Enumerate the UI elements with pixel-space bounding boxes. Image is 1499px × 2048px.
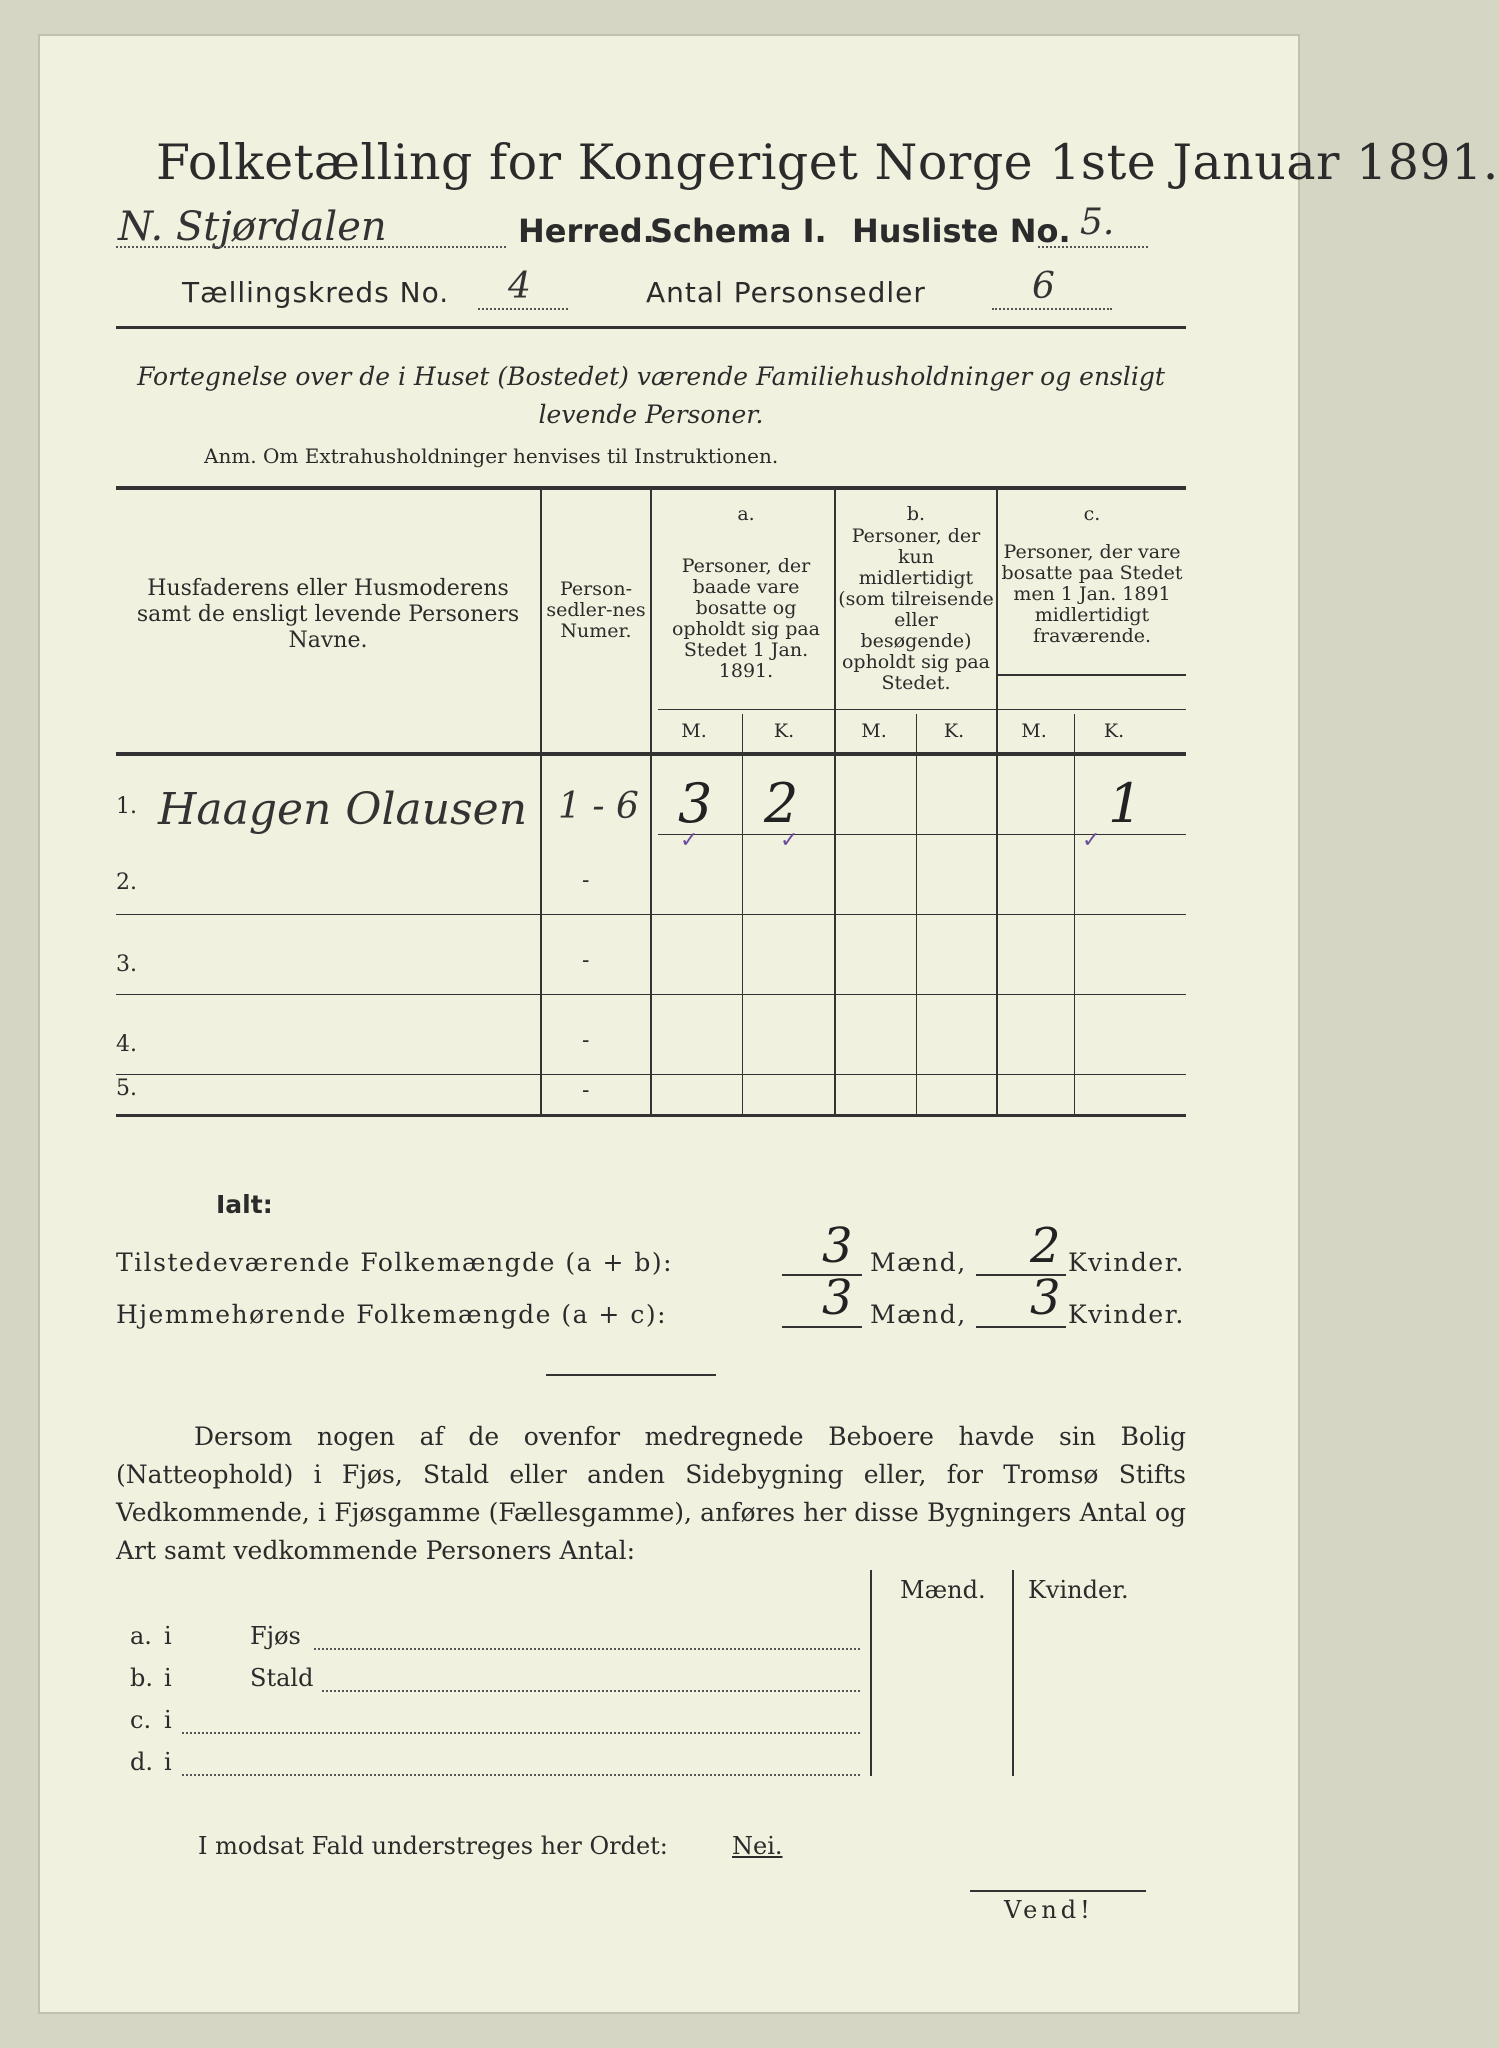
tilstede-kvinder: 2 xyxy=(1030,1218,1061,1274)
col-b-letter: b. xyxy=(906,503,926,525)
item-c-i: i xyxy=(164,1706,172,1734)
row-1-name: Haagen Olausen xyxy=(158,784,528,835)
item-d-i: i xyxy=(164,1748,172,1776)
a-k-header: K. xyxy=(773,720,795,742)
col-divider-2 xyxy=(650,490,652,1116)
row-rule-4 xyxy=(116,1074,1186,1075)
row-1-a-m: 3 xyxy=(678,772,713,835)
item-d-letter: d. xyxy=(130,1748,153,1776)
kreds-label: Tællingskreds No. xyxy=(182,276,450,309)
row-rule-2 xyxy=(116,914,1186,915)
check-mark-icon: ✓ xyxy=(1082,828,1101,853)
form-title: Folketælling for Kongeriget Norge 1ste Januar 1891. xyxy=(156,134,1499,191)
kvinder-label-2: Kvinder. xyxy=(1068,1300,1185,1329)
row-number-3: 3. xyxy=(116,952,137,977)
ialt-label: Ialt: xyxy=(216,1190,273,1219)
item-a-label: Fjøs xyxy=(250,1622,301,1650)
item-c-letter: c. xyxy=(130,1706,152,1734)
c-m-header: M. xyxy=(1021,720,1047,742)
personsedler-value: 6 xyxy=(1032,266,1055,307)
col-c-letter: c. xyxy=(1083,503,1101,525)
col-header-a: Personer, der baade vare bosatte og opholdt sig paa Stedet 1 Jan. 1891. xyxy=(671,555,821,682)
row-1-a-k: 2 xyxy=(764,772,799,835)
herred-label: Herred. xyxy=(518,212,655,250)
section-divider xyxy=(546,1374,716,1376)
anm-note: Anm. Om Extrahusholdninger henvises til Instruktionen. xyxy=(204,444,779,468)
personsedler-label: Antal Personsedler xyxy=(646,276,926,309)
hjemme-maend-line xyxy=(782,1326,862,1328)
modsat-text: I modsat Fald understreges her Ordet: xyxy=(198,1832,668,1860)
header-rule xyxy=(116,326,1186,329)
husliste-value: 5. xyxy=(1080,202,1115,243)
row-rule-3 xyxy=(116,994,1186,995)
herred-underline xyxy=(116,246,506,248)
nei-word: Nei. xyxy=(732,1832,783,1860)
tilstede-maend: 3 xyxy=(822,1218,853,1274)
maend-label-1: Mænd, xyxy=(870,1248,967,1277)
b-m-header: M. xyxy=(861,720,887,742)
vend-rule xyxy=(970,1890,1146,1892)
item-b-leader xyxy=(322,1690,860,1692)
husliste-underline xyxy=(1038,246,1148,248)
row-1-numer: 1 - 6 xyxy=(558,786,639,827)
col-divider-1 xyxy=(540,490,542,1116)
herred-value: N. Stjørdalen xyxy=(118,204,387,250)
check-mark-icon: ✓ xyxy=(780,828,799,853)
col-header-numer: Person-sedler-nes Numer. xyxy=(546,578,646,642)
b-k-header: K. xyxy=(943,720,965,742)
row-number-2: 2. xyxy=(116,870,137,895)
hjemme-kvinder: 3 xyxy=(1030,1270,1061,1326)
hjemme-maend: 3 xyxy=(822,1270,853,1326)
small-table-divider-1 xyxy=(870,1570,872,1776)
item-a-leader xyxy=(314,1648,860,1650)
row-3-numer: - xyxy=(582,948,590,973)
row-number-1: 1. xyxy=(116,794,137,819)
col-header-b: Personer, der kun midlertidigt (som tilreisende eller besøgende) opholdt sig paa Stedet. xyxy=(838,525,994,694)
kvinder-label-1: Kvinder. xyxy=(1068,1248,1185,1277)
a-m-header: M. xyxy=(681,720,707,742)
kreds-value: 4 xyxy=(508,266,531,307)
item-b-letter: b. xyxy=(130,1664,153,1692)
kvinder-column-header: Kvinder. xyxy=(1028,1576,1129,1604)
schema-label: Schema I. xyxy=(650,212,827,250)
census-form-page xyxy=(38,34,1499,2014)
small-table-divider-2 xyxy=(1012,1570,1014,1776)
c-k-header: K. xyxy=(1103,720,1125,742)
item-b-i: i xyxy=(164,1664,172,1692)
row-2-numer: - xyxy=(582,868,590,893)
hjemme-kvinder-line xyxy=(976,1326,1066,1328)
col-header-c: Personer, der vare bosatte paa Stedet men 1 Jan. 1891 midlertidigt fraværende. xyxy=(1001,541,1183,647)
subtitle: Fortegnelse over de i Huset (Bostedet) værende Familiehusholdninger og ensligt levende Personer. xyxy=(137,362,1165,429)
maend-label-2: Mænd, xyxy=(870,1300,967,1329)
item-c-leader xyxy=(182,1732,860,1734)
hjemme-label: Hjemmehørende Folkemængde (a + c): xyxy=(116,1300,667,1329)
row-rule-1-right xyxy=(658,834,1186,835)
col-header-names: Husfaderens eller Husmoderens samt de ensligt levende Personers Navne. xyxy=(136,576,520,653)
personsedler-underline xyxy=(992,308,1112,310)
col-a-letter: a. xyxy=(737,503,755,525)
item-b-label: Stald xyxy=(250,1664,314,1692)
row-number-4: 4. xyxy=(116,1032,137,1057)
mk-rule xyxy=(658,709,1186,710)
item-a-letter: a. xyxy=(130,1622,152,1650)
vend-label: Vend! xyxy=(1004,1896,1094,1924)
item-a-i: i xyxy=(164,1622,172,1650)
col-divider-3 xyxy=(834,490,836,1116)
tilstede-label: Tilstedeværende Folkemængde (a + b): xyxy=(116,1248,674,1277)
bolig-paragraph: Dersom nogen af de ovenfor medregnede Beboere havde sin Bolig (Natteophold) i Fjøs, Stald eller anden Sidebygning eller, for Tromsø Stifts Vedkommende, i Fjøsgamme (Fællesgamme), anføres her disse Bygningers Antal og Art samt vedkommende Personers Antal: xyxy=(116,1422,1186,1565)
row-5-numer: - xyxy=(582,1078,590,1103)
c-sub-rule xyxy=(996,674,1186,676)
kreds-underline xyxy=(478,308,568,310)
maend-column-header: Mænd. xyxy=(900,1576,986,1604)
row-4-numer: - xyxy=(582,1028,590,1053)
check-mark-icon: ✓ xyxy=(680,828,699,853)
row-1-c-k: 1 xyxy=(1108,772,1143,835)
row-number-5: 5. xyxy=(116,1076,137,1101)
item-d-leader xyxy=(182,1774,860,1776)
col-divider-4 xyxy=(996,490,998,1116)
husliste-label: Husliste No. xyxy=(852,212,1071,250)
